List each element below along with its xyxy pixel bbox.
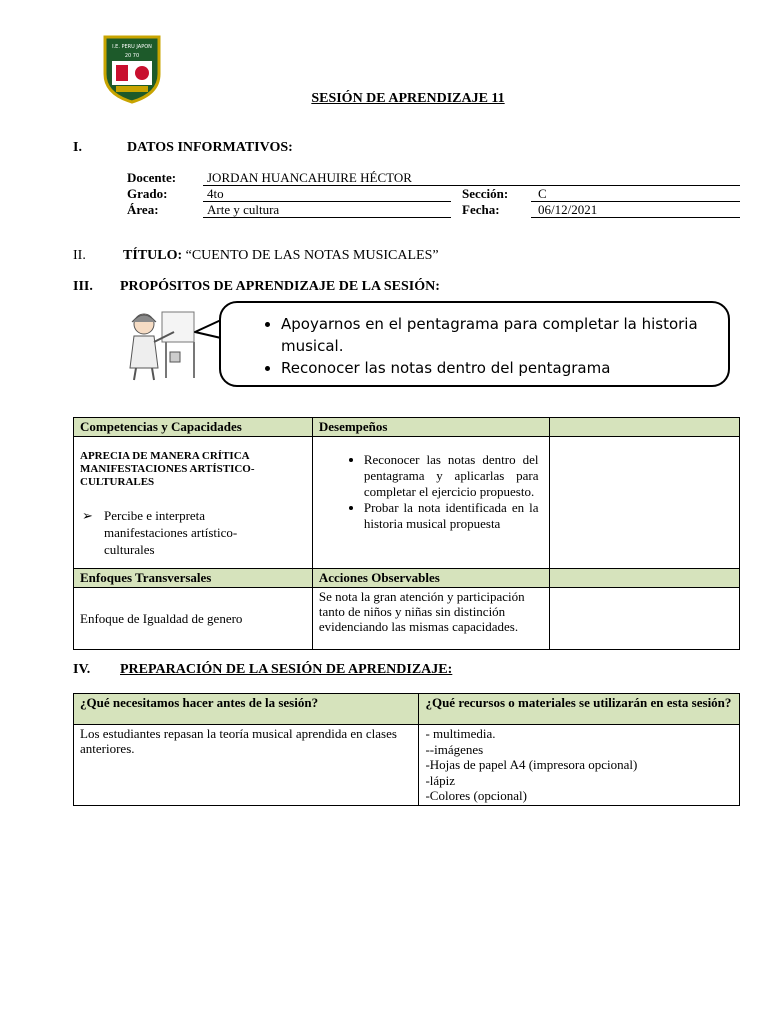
section-1-number: I. <box>73 140 82 155</box>
recurso-item: -Colores (opcional) <box>425 788 527 803</box>
section-2-value: “CUENTO DE LAS NOTAS MUSICALES” <box>185 248 439 263</box>
recurso-item: -lápiz <box>425 772 456 788</box>
empty-cell <box>549 437 739 569</box>
header-empty-2 <box>549 569 739 588</box>
logo-number: 20 70 <box>124 53 140 59</box>
header-empty <box>549 418 739 437</box>
logo-text: I.E. PERU JAPON <box>112 44 152 50</box>
area-underline <box>203 217 451 218</box>
purpose-item: • Apoyarnos en el pentagrama para completar la historia musical. <box>281 313 728 357</box>
fecha-value: 06/12/2021 <box>538 202 598 217</box>
recurso-item: - multimedia. <box>425 726 496 741</box>
fecha-label: Fecha: <box>462 202 500 217</box>
desempenos-cell <box>312 437 549 569</box>
section-2-title <box>123 248 439 264</box>
teacher-illustration <box>122 306 198 382</box>
desempeno-item: • Reconocer las notas dentro del pentagrama y aplicarlas para completar el ejercicio propuesto. <box>364 452 539 500</box>
header-antes: ¿Qué necesitamos hacer antes de la sesión? <box>74 694 419 725</box>
header-acciones: Acciones Observables <box>312 569 549 588</box>
competencias-cell <box>74 437 313 569</box>
area-value: Arte y cultura <box>207 202 280 217</box>
purpose-item: • Reconocer las notas dentro del pentagrama <box>281 357 728 379</box>
antes-cell: Los estudiantes repasan la teoría musical aprendida en clases anteriores. <box>74 725 419 806</box>
recurso-item: --imágenes <box>425 741 484 757</box>
capacidad-text: Percibe e interpreta manifestaciones artístico-culturales <box>104 508 238 557</box>
page-title: SESIÓN DE APRENDIZAJE 11 <box>311 91 505 106</box>
recurso-item: -Hojas de papel A4 (impresora opcional) <box>425 757 638 772</box>
empty-cell-2 <box>549 588 739 650</box>
competencias-table <box>73 417 740 650</box>
seccion-label: Sección: <box>462 186 509 201</box>
docente-label: Docente: <box>127 170 177 185</box>
header-desempenos: Desempeños <box>312 418 549 437</box>
preparacion-table <box>73 693 740 806</box>
purposes-bubble <box>219 301 730 387</box>
arrow-bullet-icon: ➢ <box>82 508 93 523</box>
section-1-heading: DATOS INFORMATIVOS: <box>127 140 293 155</box>
section-4-heading: PREPARACIÓN DE LA SESIÓN DE APRENDIZAJE: <box>120 662 453 677</box>
recursos-cell <box>419 725 740 806</box>
capacidad-item <box>80 507 306 558</box>
area-label: Área: <box>127 202 159 217</box>
grado-value: 4to <box>207 186 224 201</box>
section-4-number: IV. <box>73 662 91 677</box>
header-recursos: ¿Qué recursos o materiales se utilizarán en esta sesión? <box>419 694 740 725</box>
enfoque-cell: Enfoque de Igualdad de genero <box>74 588 313 650</box>
competencia-text: APRECIA DE MANERA CRÍTICA MANIFESTACIONES ARTÍSTICO-CULTURALES <box>80 450 255 488</box>
fecha-underline <box>531 217 740 218</box>
section-2-label: TÍTULO: <box>123 248 183 263</box>
section-2-number: II. <box>73 248 86 263</box>
docente-value: JORDAN HUANCAHUIRE HÉCTOR <box>207 170 412 185</box>
seccion-value: C <box>538 186 547 201</box>
header-enfoques: Enfoques Transversales <box>74 569 313 588</box>
accion-cell: Se nota la gran atención y participación tanto de niños y niñas sin distinción evidenciando las mismas capacidades. <box>312 588 549 650</box>
section-3-number: III. <box>73 279 93 294</box>
grado-label: Grado: <box>127 186 168 201</box>
desempeno-item: • Probar la nota identificada en la historia musical propuesta <box>364 500 539 532</box>
section-3-heading: PROPÓSITOS DE APRENDIZAJE DE LA SESIÓN: <box>120 279 440 294</box>
header-competencias: Competencias y Capacidades <box>74 418 313 437</box>
